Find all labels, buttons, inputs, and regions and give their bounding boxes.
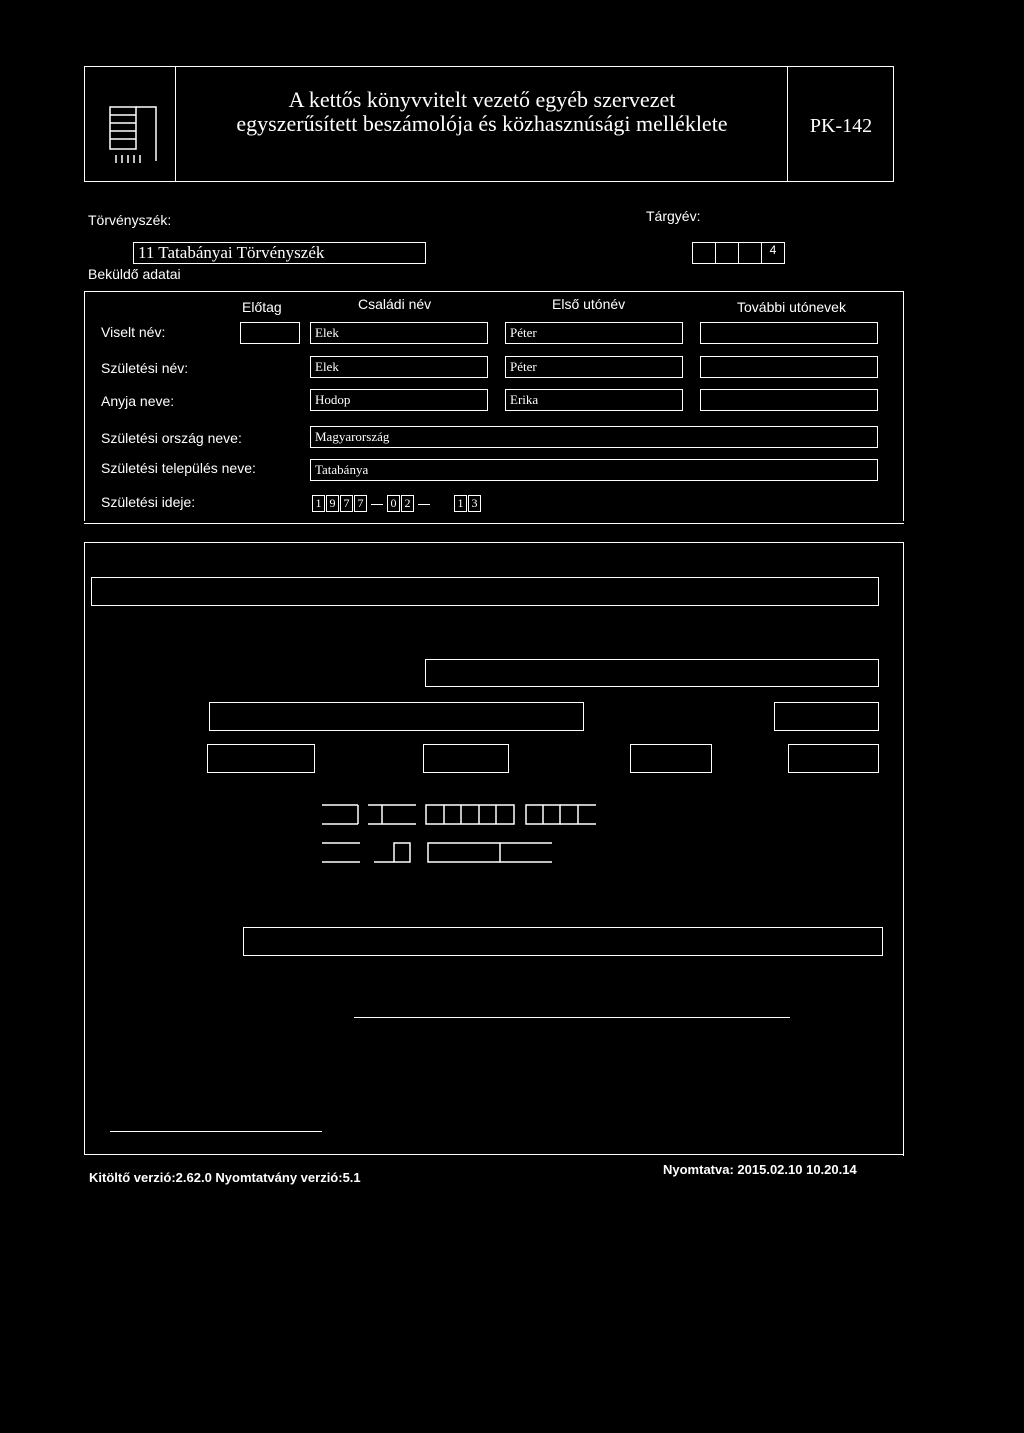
worn-name-label: Viselt név: bbox=[101, 324, 166, 340]
col-other: További utónevek bbox=[737, 299, 846, 315]
mother-family-field[interactable]: Hodop bbox=[310, 389, 488, 411]
title-line-1: A kettős könyvvitelt vezető egyéb szervezet bbox=[288, 87, 676, 112]
form-title bbox=[178, 88, 786, 136]
court-field[interactable] bbox=[133, 242, 426, 264]
birth-country-field[interactable]: Magyarország bbox=[310, 426, 878, 448]
worn-other-field[interactable] bbox=[700, 322, 878, 344]
birth-date-field[interactable] bbox=[312, 495, 492, 515]
empty-field-b[interactable] bbox=[423, 744, 509, 773]
empty-field-right[interactable] bbox=[425, 659, 879, 687]
empty-field-small[interactable] bbox=[774, 702, 879, 731]
building-logo-icon bbox=[106, 103, 162, 165]
birth-day-digit: 3 bbox=[468, 495, 481, 512]
empty-field-bottom[interactable] bbox=[243, 927, 883, 956]
birth-year-digit: 9 bbox=[326, 495, 339, 512]
empty-digit-row-2[interactable] bbox=[320, 842, 560, 864]
mother-name-label: Anyja neve: bbox=[101, 393, 175, 409]
sender-right-line bbox=[903, 291, 904, 521]
birth-year-digit: 1 bbox=[312, 495, 325, 512]
birth-city-label: Születési település neve: bbox=[101, 460, 256, 476]
birth-month-digit: 2 bbox=[401, 495, 414, 512]
print-timestamp: Nyomtatva: 2015.02.10 10.20.14 bbox=[663, 1162, 857, 1177]
section2-left-line bbox=[84, 542, 85, 1154]
birth-name-label: Születési név: bbox=[101, 360, 189, 376]
birth-country-label: Születési ország neve: bbox=[101, 430, 242, 446]
year-cells[interactable] bbox=[692, 242, 788, 264]
birth-other-field[interactable] bbox=[700, 356, 878, 378]
col-first: Első utónév bbox=[552, 296, 626, 312]
worn-family-field[interactable]: Elek bbox=[310, 322, 488, 344]
section2-top-line bbox=[84, 542, 904, 543]
filler-version: Kitöltő verzió:2.62.0 Nyomtatvány verzió:5.1 bbox=[89, 1170, 361, 1185]
form-code: PK-142 bbox=[809, 115, 873, 137]
title-line-2: egyszerűsített beszámolója és közhasznúsági melléklete bbox=[236, 111, 728, 136]
court-value: 11 Tatabányai Törvényszék bbox=[138, 243, 325, 262]
section2-bottom-line bbox=[84, 1154, 904, 1155]
mother-other-field[interactable] bbox=[700, 389, 878, 411]
birth-first-field[interactable]: Péter bbox=[505, 356, 683, 378]
date-separator bbox=[371, 504, 383, 505]
date-separator bbox=[418, 504, 430, 505]
sender-bottom-line bbox=[84, 523, 904, 524]
year-label: Tárgyév: bbox=[646, 208, 701, 224]
sender-top-line bbox=[84, 291, 904, 292]
birth-day-digit: 1 bbox=[454, 495, 467, 512]
year-digit bbox=[715, 242, 739, 264]
year-digit bbox=[738, 242, 762, 264]
empty-field-d[interactable] bbox=[788, 744, 879, 773]
empty-field-c[interactable] bbox=[630, 744, 712, 773]
birth-date-label: Születési ideje: bbox=[101, 494, 196, 510]
year-digit: 4 bbox=[761, 242, 785, 264]
col-prefix: Előtag bbox=[242, 299, 282, 315]
court-label: Törvényszék: bbox=[88, 212, 172, 228]
birth-year-digit: 7 bbox=[354, 495, 367, 512]
signature-line bbox=[354, 1017, 790, 1018]
header-divider-right bbox=[787, 66, 788, 182]
empty-field-a[interactable] bbox=[207, 744, 315, 773]
header-divider-left bbox=[175, 66, 176, 182]
empty-field-wide[interactable] bbox=[91, 577, 879, 606]
empty-field-mid[interactable] bbox=[209, 702, 584, 731]
sender-section-label: Beküldő adatai bbox=[88, 266, 181, 282]
birth-month-digit: 0 bbox=[387, 495, 400, 512]
mother-first-field[interactable]: Erika bbox=[505, 389, 683, 411]
birth-year-digit: 7 bbox=[340, 495, 353, 512]
section2-right-line bbox=[903, 542, 904, 1156]
worn-prefix-field[interactable] bbox=[240, 322, 300, 344]
birth-family-field[interactable]: Elek bbox=[310, 356, 488, 378]
birth-city-field[interactable]: Tatabánya bbox=[310, 459, 878, 481]
sender-left-line bbox=[84, 291, 85, 521]
date-line bbox=[110, 1131, 322, 1132]
empty-digit-row-1[interactable] bbox=[320, 804, 600, 826]
col-family: Családi név bbox=[358, 296, 432, 312]
worn-first-field[interactable]: Péter bbox=[505, 322, 683, 344]
year-digit bbox=[692, 242, 716, 264]
